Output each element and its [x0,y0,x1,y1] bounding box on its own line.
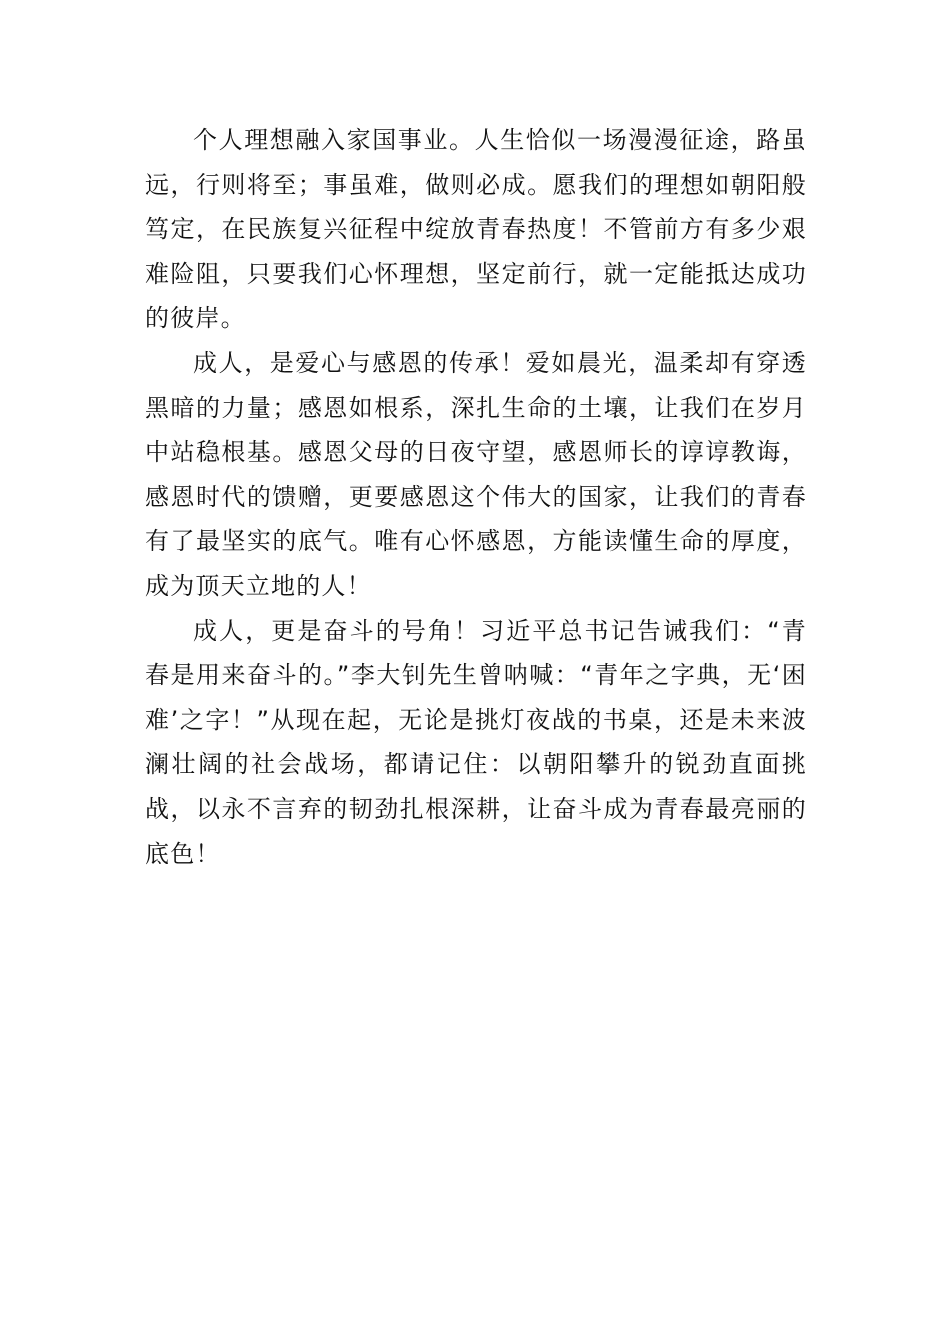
document-body [145,118,807,876]
paragraph-gratitude: 成人，是爱心与感恩的传承！爱如晨光，温柔却有穿透黑暗的力量；感恩如根系，深扎生命的土壤，让我们在岁月中站稳根基。感恩父母的日夜守望，感恩师长的谆谆教诲，感恩时代的馈赠，更要感恩这个伟大的国家，让我们的青春有了最坚实的底气。唯有心怀感恩，方能读懂生命的厚度，成为顶天立地的人！ [145,348,807,600]
paragraph-ideals: 个人理想融入家国事业。人生恰似一场漫漫征途，路虽远，行则将至；事虽难，做则必成。愿我们的理想如朝阳般笃定，在民族复兴征程中绽放青春热度！不管前方有多少艰难险阻，只要我们心怀理想，坚定前行，就一定能抵达成功的彼岸。 [145,126,807,333]
paragraph-striving: 成人，更是奋斗的号角！习近平总书记告诫我们：“青春是用来奋斗的。”李大钊先生曾呐喊：“青年之字典，无‘困难’之字！”从现在起，无论是挑灯夜战的书桌，还是未来波澜壮阔的社会战场，都请记住：以朝阳攀升的锐劲直面挑战，以永不言弃的韧劲扎根深耕，让奋斗成为青春最亮丽的底色！ [145,616,807,868]
